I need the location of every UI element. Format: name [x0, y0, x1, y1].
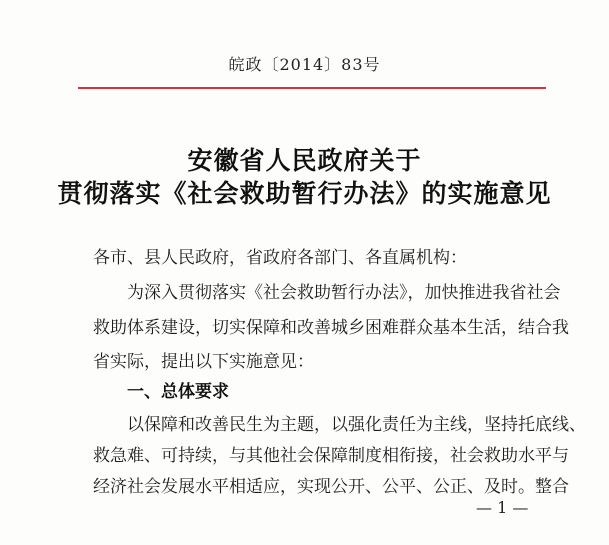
- section-line-1: 以保障和改善民生为主题，以强化责任为主线，坚持托底线、: [127, 415, 586, 435]
- body-line-1: 为深入贯彻落实《社会救助暂行办法》，加快推进我省社会: [127, 283, 561, 303]
- salutation: 各市、县人民政府，省政府各部门、各直属机构：: [93, 248, 467, 268]
- section-heading: 一、总体要求: [127, 382, 229, 402]
- document-title-line-1: 安徽省人民政府关于: [187, 146, 422, 175]
- document-number: 皖政〔2014〕83号: [228, 55, 381, 74]
- red-separator-line: [78, 87, 546, 89]
- section-line-3: 经济社会发展水平相适应，实现公开、公平、公正、及时。整合: [93, 477, 569, 497]
- body-line-3: 省实际，提出以下实施意见：: [93, 352, 314, 372]
- section-line-2: 救急难、可持续，与其他社会保障制度相衔接，社会救助水平与: [93, 446, 569, 466]
- page-number: — 1 —: [476, 498, 529, 517]
- document-title-line-2: 贯彻落实《社会救助暂行办法》的实施意见: [57, 179, 552, 208]
- body-line-2: 救助体系建设，切实保障和改善城乡困难群众基本生活，结合我: [93, 318, 569, 338]
